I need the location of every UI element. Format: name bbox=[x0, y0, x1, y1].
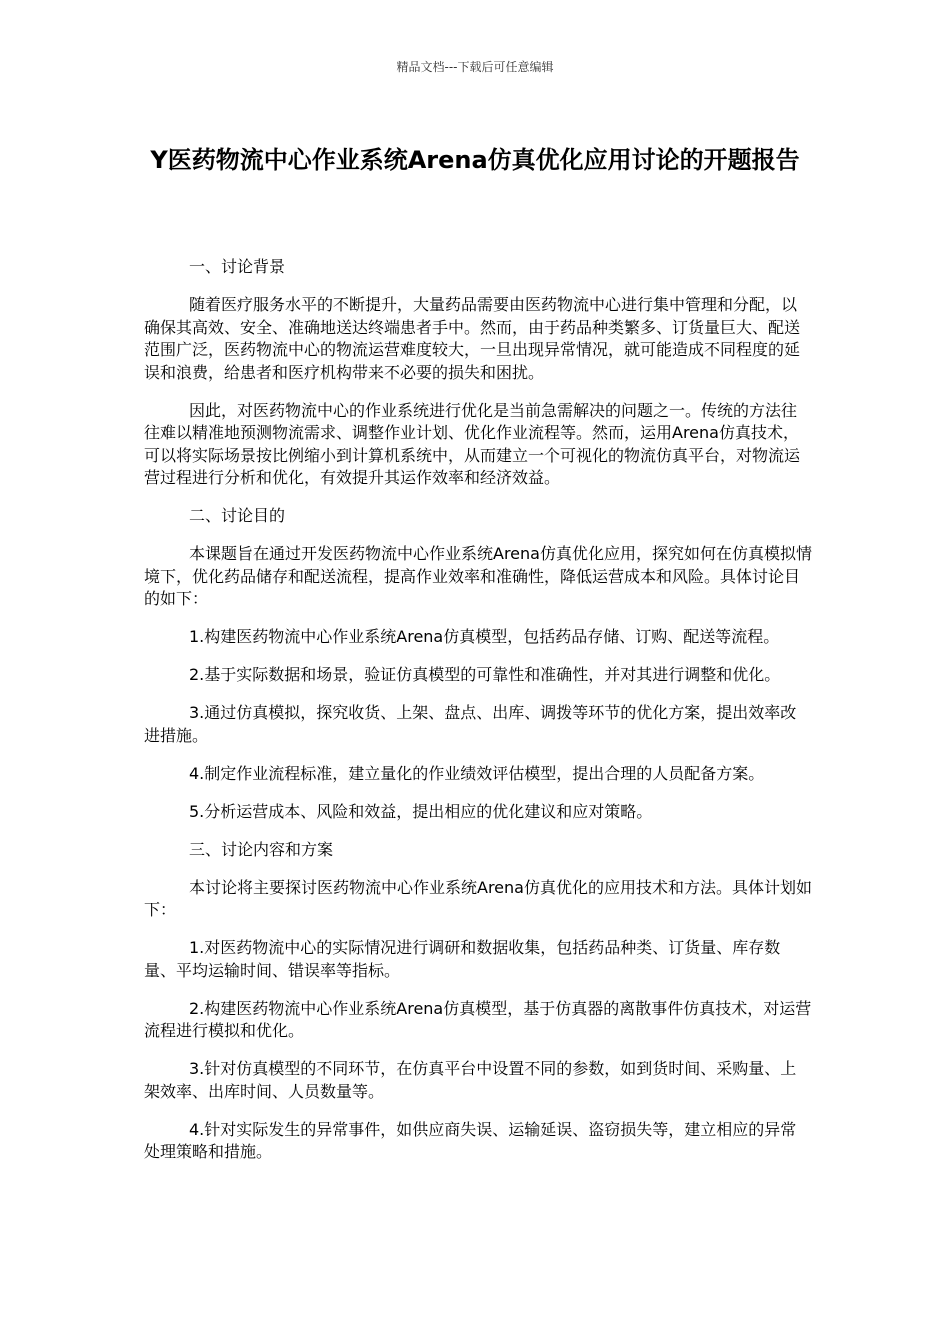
list-item: 2.基于实际数据和场景，验证仿真模型的可靠性和准确性，并对其进行调整和优化。 bbox=[189, 665, 781, 684]
list-item: 2.构建医药物流中心作业系统Arena仿真模型，基于仿真器的离散事件仿真技术，对运营流程进行模拟和优化。 bbox=[144, 998, 812, 1040]
section-heading-background: 一、讨论背景 bbox=[189, 257, 286, 276]
section-heading-content: 三、讨论内容和方案 bbox=[189, 839, 334, 859]
paragraph: 本讨论将主要探讨医药物流中心作业系统Arena仿真优化的应用技术和方法。具体计划如下： bbox=[144, 877, 812, 919]
document-body bbox=[144, 256, 812, 1179]
list-item: 4.针对实际发生的异常事件，如供应商失误、运输延误、盗窃损失等，建立相应的异常处理策略和措施。 bbox=[144, 1119, 797, 1161]
list-item: 3.针对仿真模型的不同环节，在仿真平台中设置不同的参数，如到货时间、采购量、上架效率、出库时间、人员数量等。 bbox=[144, 1059, 797, 1101]
paragraph: 因此，对医药物流中心的作业系统进行优化是当前急需解决的问题之一。传统的方法往往难以精准地预测物流需求、调整作业计划、优化作业流程等。然而，运用Arena仿真技术，可以将实际场景按比例缩小到计算机系统中，从而建立一个可视化的物流仿真平台，对物流运营过程进行分析和优化，有效提升其运作效率和经济效益。 bbox=[144, 400, 801, 487]
paragraph: 随着医疗服务水平的不断提升，大量药品需要由医药物流中心进行集中管理和分配，以确保其高效、安全、准确地送达终端患者手中。然而，由于药品种类繁多、订货量巨大、配送范围广泛，医药物流中心的物流运营难度较大，一旦出现异常情况，就可能造成不同程度的延误和浪费，给患者和医疗机构带来不必要的损失和困扰。 bbox=[144, 295, 801, 382]
section-heading-purpose: 二、讨论目的 bbox=[189, 506, 286, 525]
list-item: 3.通过仿真模拟，探究收货、上架、盘点、出库、调拨等环节的优化方案，提出效率改进措施。 bbox=[144, 703, 797, 745]
page-header: 精品文档---下载后可任意编辑 bbox=[396, 60, 554, 74]
list-item: 5.分析运营成本、风险和效益，提出相应的优化建议和应对策略。 bbox=[189, 801, 653, 821]
list-item: 1.对医药物流中心的实际情况进行调研和数据收集，包括药品种类、订货量、库存数量、平均运输时间、错误率等指标。 bbox=[144, 938, 781, 980]
document-title: Y医药物流中心作业系统Arena仿真优化应用讨论的开题报告 bbox=[150, 146, 800, 174]
paragraph: 本课题旨在通过开发医药物流中心作业系统Arena仿真优化应用，探究如何在仿真模拟情境下，优化药品储存和配送流程，提高作业效率和准确性，降低运营成本和风险。具体讨论目的如下： bbox=[144, 544, 812, 608]
list-item: 1.构建医药物流中心作业系统Arena仿真模型，包括药品存储、订购、配送等流程。 bbox=[189, 627, 780, 646]
list-item: 4.制定作业流程标准，建立量化的作业绩效评估模型，提出合理的人员配备方案。 bbox=[189, 763, 765, 783]
